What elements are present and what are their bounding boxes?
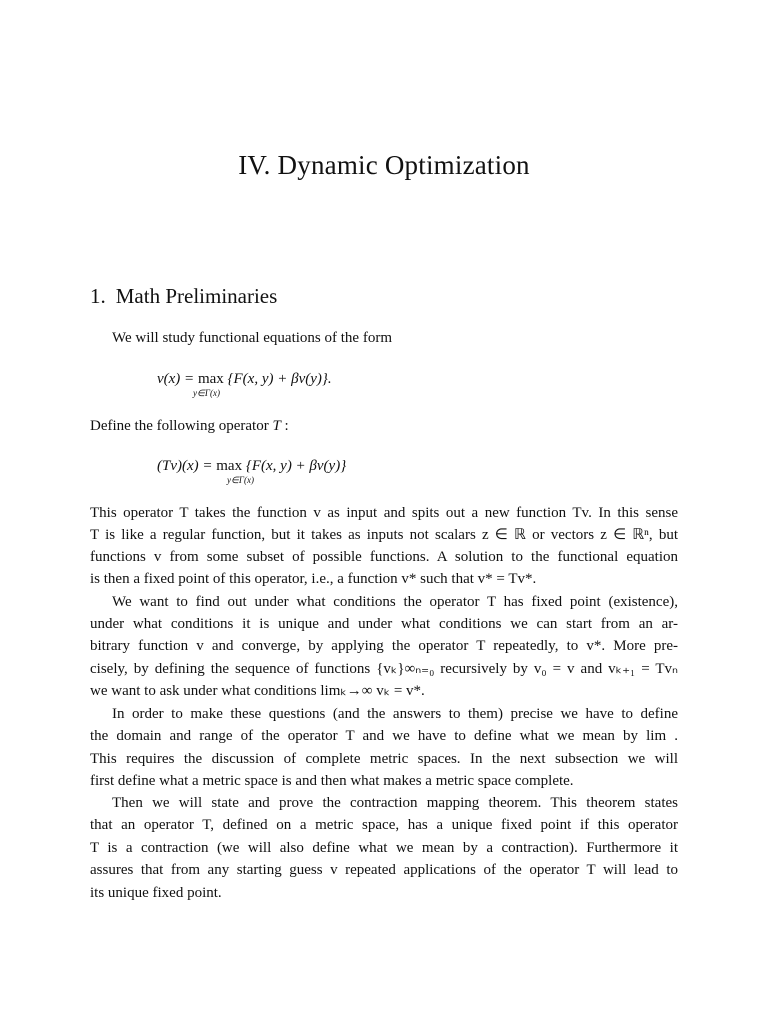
paragraph-line: first define what a metric space is and then what makes a metric space complete.	[90, 773, 574, 789]
paragraph-line: cisely, by defining the sequence of functions {vₖ}∞ₙ₌₀ recursively by v₀ = v and vₖ₊₁ = Tvₙ	[90, 661, 678, 677]
paragraph-line: we want to ask under what conditions limₖ→∞ vₖ = v*.	[90, 683, 425, 699]
paragraph-line: assures that from any starting guess v repeated applications of the operator T will lead to	[90, 862, 678, 878]
eq2-subscript: y∈Γ(x)	[227, 475, 254, 485]
paragraph-line: is then a fixed point of this operator, i.e., a function v* such that v* = Tv*.	[90, 571, 537, 587]
operator-equation	[157, 458, 346, 475]
paragraph-line: We want to find out under what conditions the operator T has fixed point (existence),	[112, 594, 678, 610]
paragraph-line: This requires the discussion of complete metric spaces. In the next subsection we will	[90, 751, 678, 767]
paragraph-line: the domain and range of the operator T and we have to define what we mean by lim .	[90, 728, 678, 744]
paragraph-line: its unique fixed point.	[90, 885, 222, 901]
define-operator-text: Define the following operator T :	[90, 418, 289, 434]
paragraph-line: Then we will state and prove the contraction mapping theorem. This theorem states	[112, 795, 678, 811]
paragraph-line: bitrary function v and converge, by applying the operator T repeatedly, to v*. More pre-	[90, 638, 678, 654]
paragraph-line: T is like a regular function, but it takes as inputs not scalars z ∈ ℝ or vectors z ∈ ℝⁿ, but	[90, 527, 678, 543]
section-number: 1.	[90, 284, 106, 308]
eq2-operator: max	[216, 458, 243, 474]
eq2-lhs: (Tv)(x) =	[157, 458, 217, 474]
eq2-rhs: {F(x, y) + βv(y)}	[245, 458, 347, 474]
eq1-lhs: v(x) =	[157, 371, 198, 387]
paragraph-line: In order to make these questions (and the answers to them) precise we have to define	[112, 706, 678, 722]
chapter-title: IV. Dynamic Optimization	[238, 150, 530, 180]
paragraph-line: that an operator T, defined on a metric space, has a unique fixed point if this operator	[90, 817, 678, 833]
intro-text: We will study functional equations of the form	[112, 330, 392, 346]
paragraph-line: functions v from some subset of possible functions. A solution to the functional equation	[90, 549, 678, 565]
eq1-operator: max	[197, 371, 224, 387]
eq1-subscript: y∈Γ(x)	[193, 388, 220, 398]
paragraph-line: T is a contraction (we will also define what we mean by a contraction). Furthermore it	[90, 840, 678, 856]
functional-equation	[157, 371, 332, 388]
paragraph-line: This operator T takes the function v as input and spits out a new function Tv. In this sense	[90, 505, 678, 521]
paragraph-line: under what conditions it is unique and under what conditions we can start from an ar-	[90, 616, 678, 632]
section-heading	[90, 284, 277, 309]
eq1-rhs: {F(x, y) + βv(y)}.	[227, 371, 332, 387]
section-title: Math Preliminaries	[115, 284, 278, 308]
